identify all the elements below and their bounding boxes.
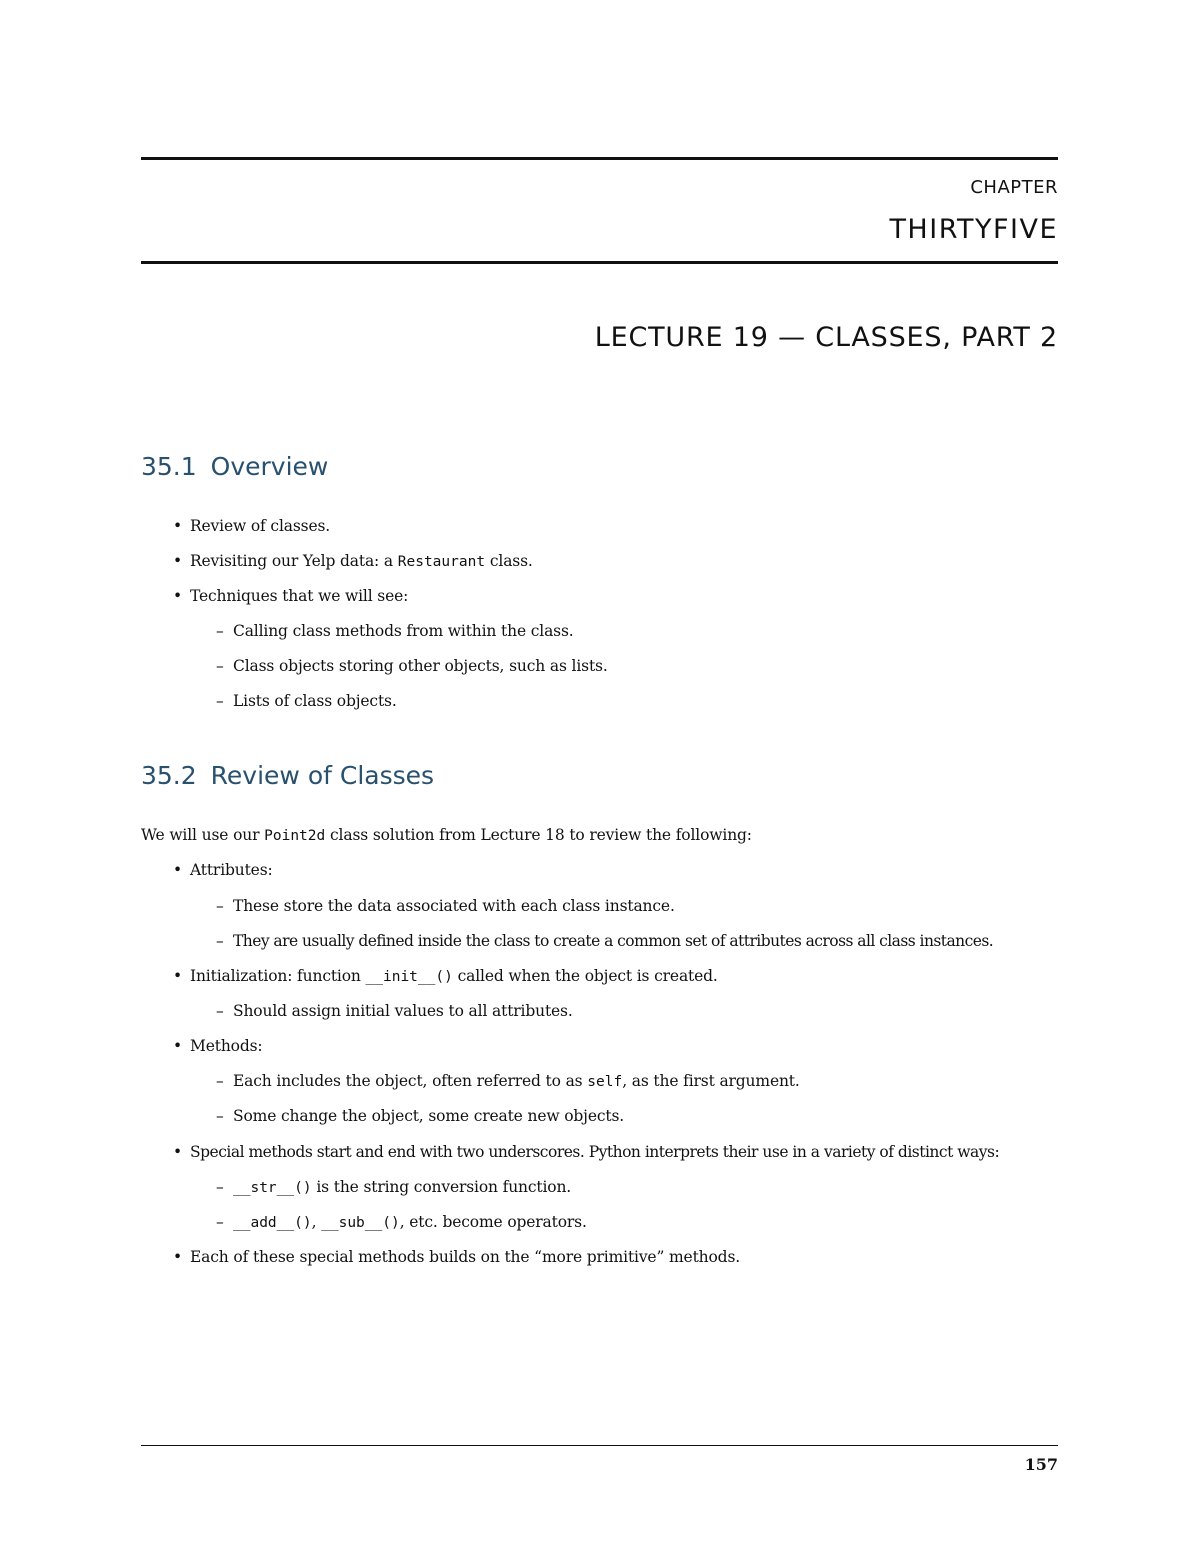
dash-icon: – [216, 1178, 224, 1196]
dash-icon: – [216, 692, 224, 710]
bullet-icon: • [173, 861, 182, 879]
bullet-icon: • [173, 587, 182, 605]
chapter-number: THIRTYFIVE [889, 214, 1058, 245]
footer-rule [141, 1445, 1058, 1446]
inline-code: __str__() [233, 1180, 312, 1196]
bullet-icon: • [173, 1143, 182, 1161]
inline-code: self [587, 1074, 623, 1090]
inline-code: __add__() [233, 1215, 312, 1231]
inline-code: Restaurant [397, 554, 486, 570]
inline-code: __sub__() [321, 1215, 400, 1231]
dash-icon: – [216, 1107, 224, 1125]
dash-icon: – [216, 657, 224, 675]
section-number: 35.2 [141, 761, 197, 790]
bullet-icon: • [173, 967, 182, 985]
chapter-bottom-rule [141, 261, 1058, 264]
inline-code: __init__() [365, 969, 453, 985]
section-heading-review-of-classes [141, 761, 434, 790]
dash-icon: – [216, 622, 224, 640]
bullet-icon: • [173, 1037, 182, 1055]
lecture-title: LECTURE 19 — CLASSES, PART 2 [594, 322, 1058, 353]
section-number: 35.1 [141, 452, 197, 481]
dash-icon: – [216, 1002, 224, 1020]
chapter-top-rule [141, 157, 1058, 160]
section-title: Review of Classes [210, 761, 435, 790]
inline-code: Point2d [264, 828, 326, 844]
chapter-label: CHAPTER [970, 177, 1058, 198]
page-number: 157 [1024, 1455, 1058, 1474]
bullet-icon: • [173, 1248, 182, 1266]
dash-icon: – [216, 897, 224, 915]
section-heading-overview [141, 452, 328, 481]
dash-icon: – [216, 1213, 224, 1231]
section-title: Overview [210, 452, 329, 481]
page: CHAPTER THIRTYFIVE LECTURE 19 — CLASSES, PART 2 35.1 Overview • Review of classes. • Revisiting our Yelp data: a Restaurant class. • Techniques that we will see: – Calling class methods from within the class. – Class objects storing other objects, such as lists. – Lists of class objects. 35.2 Review of Classes We will use our Point2d class solution from Lecture 18 to review the following: • Attributes: – These store the data associated with each class instance. – They are usually defined inside the class to create a common set of attributes across all class instances. • Initialization: function __init__() called when the object is created. – Should assign initial values to all attributes. • Methods: – Each includes the object, often referred to as self, as the first argument. – Some change the object, some create new objects. • Special methods start and end with two underscores. Python interprets their use in a variety of distinct ways: – __str__() is the string conversion function. – __add__(), __sub__(), etc. become operators. • Each of these special methods builds on the “more primitive” methods. 157 [141, 0, 1058, 1553]
dash-icon: – [216, 1072, 224, 1090]
bullet-icon: • [173, 552, 182, 570]
paragraph: We will use our Point2d class solution from Lecture 18 to review the following: [141, 826, 752, 844]
dash-icon: – [216, 932, 224, 950]
bullet-icon: • [173, 517, 182, 535]
